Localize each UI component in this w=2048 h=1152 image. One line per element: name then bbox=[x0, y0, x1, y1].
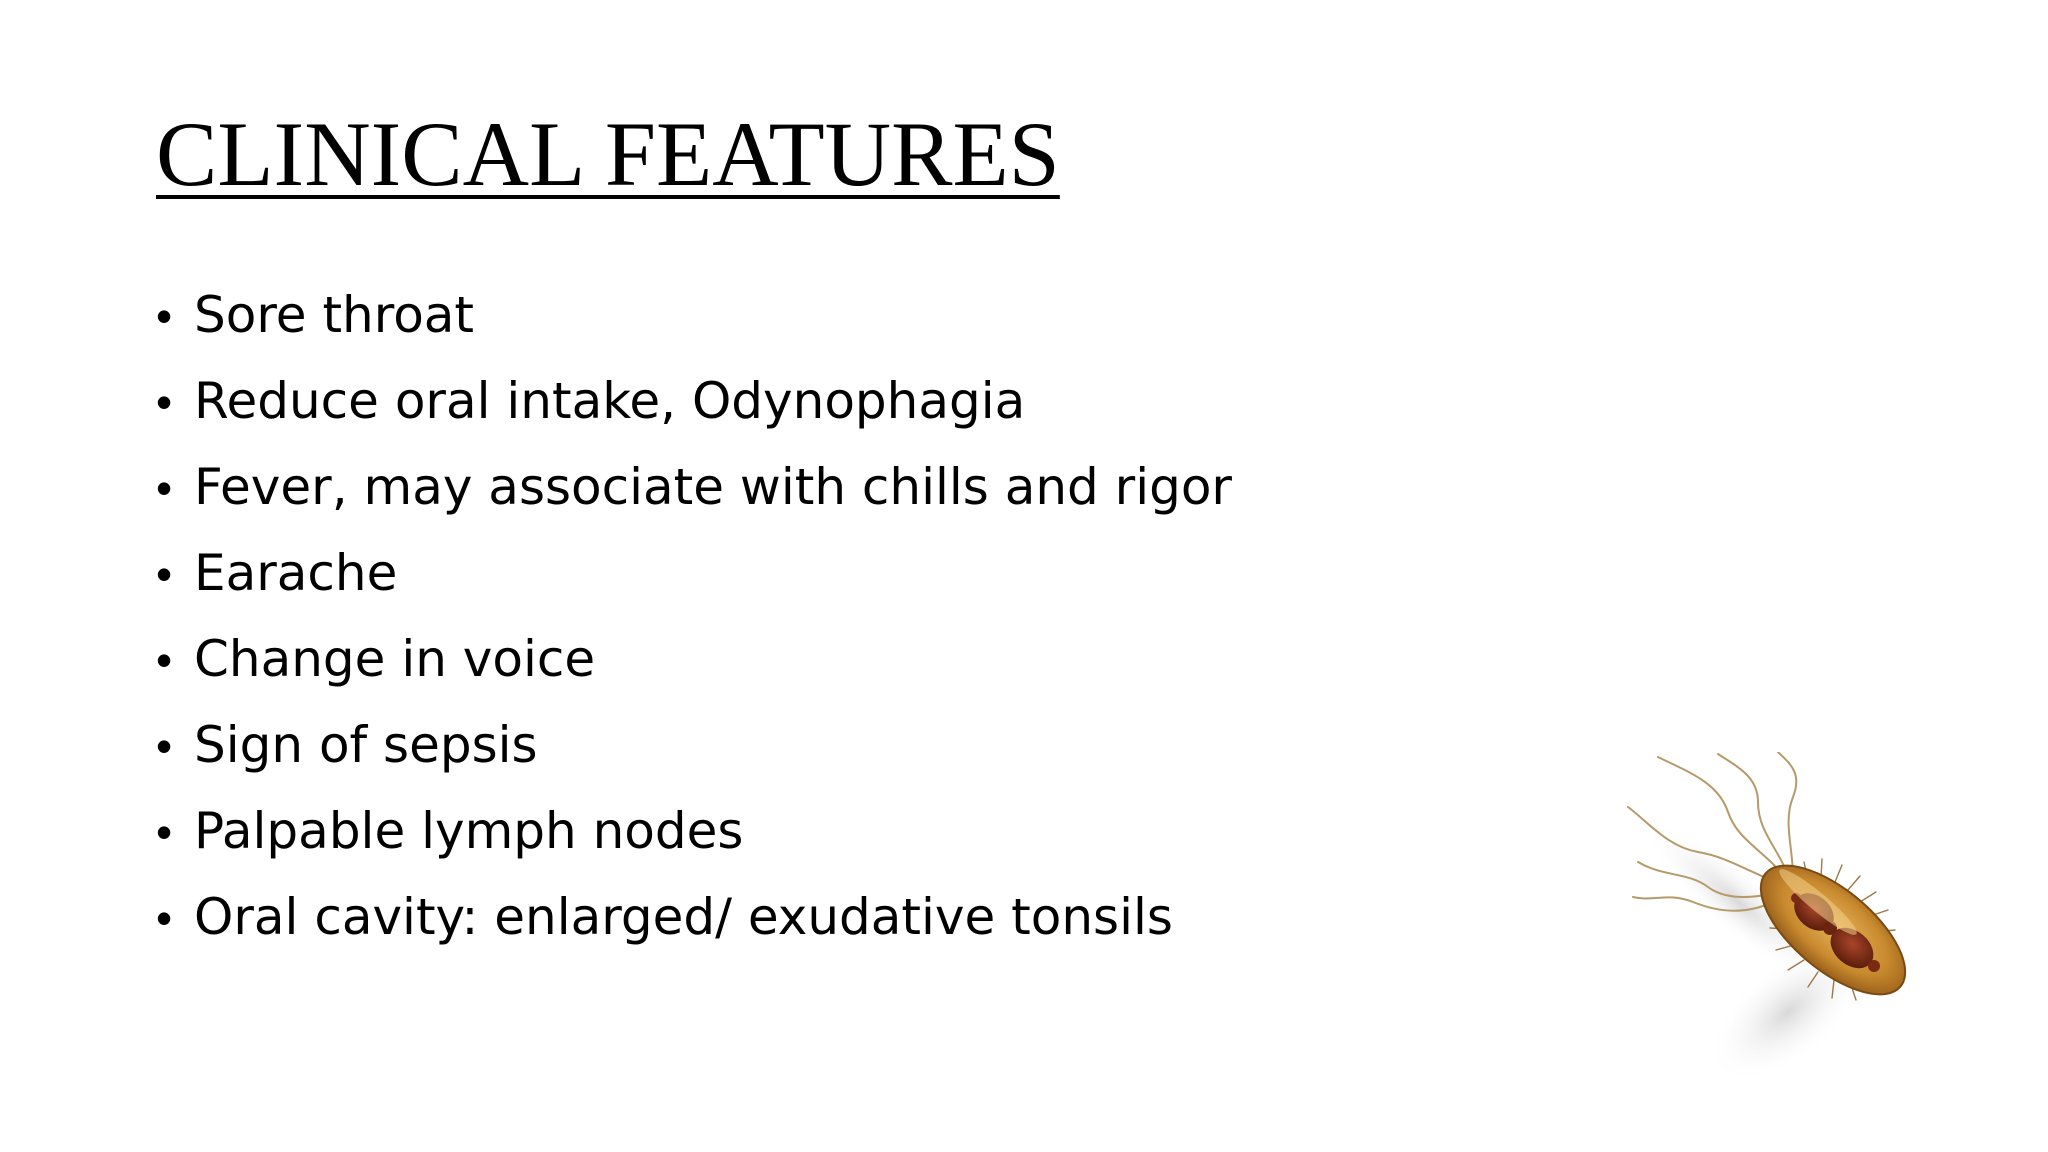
bullet-text: Palpable lymph nodes bbox=[194, 802, 744, 860]
list-item bbox=[156, 630, 1232, 716]
bullet-text: Reduce oral intake, Odynophagia bbox=[194, 372, 1026, 430]
bullet-text: Earache bbox=[194, 544, 398, 602]
bullet-dot: • bbox=[156, 462, 173, 514]
bullet-list bbox=[156, 286, 1232, 974]
bullet-dot: • bbox=[156, 806, 173, 858]
list-item bbox=[156, 544, 1232, 630]
list-item bbox=[156, 372, 1232, 458]
bullet-dot: • bbox=[156, 720, 173, 772]
bullet-text: Sign of sepsis bbox=[194, 716, 538, 774]
bullet-text: Sore throat bbox=[194, 286, 475, 344]
bullet-text: Fever, may associate with chills and rigor bbox=[194, 458, 1232, 516]
list-item bbox=[156, 458, 1232, 544]
list-item bbox=[156, 286, 1232, 372]
slide-title: CLINICAL FEATURES bbox=[156, 103, 1060, 205]
bullet-dot: • bbox=[156, 290, 173, 342]
inclusion bbox=[1868, 960, 1880, 972]
bullet-text: Change in voice bbox=[194, 630, 596, 688]
bullet-text: Oral cavity: enlarged/ exudative tonsils bbox=[194, 888, 1173, 946]
list-item bbox=[156, 802, 1232, 888]
list-item bbox=[156, 888, 1232, 974]
list-item bbox=[156, 716, 1232, 802]
bullet-dot: • bbox=[156, 634, 173, 686]
bullet-dot: • bbox=[156, 548, 173, 600]
bullet-dot: • bbox=[156, 892, 173, 944]
bullet-dot: • bbox=[156, 376, 173, 428]
bacterium-icon bbox=[1618, 752, 1948, 1092]
